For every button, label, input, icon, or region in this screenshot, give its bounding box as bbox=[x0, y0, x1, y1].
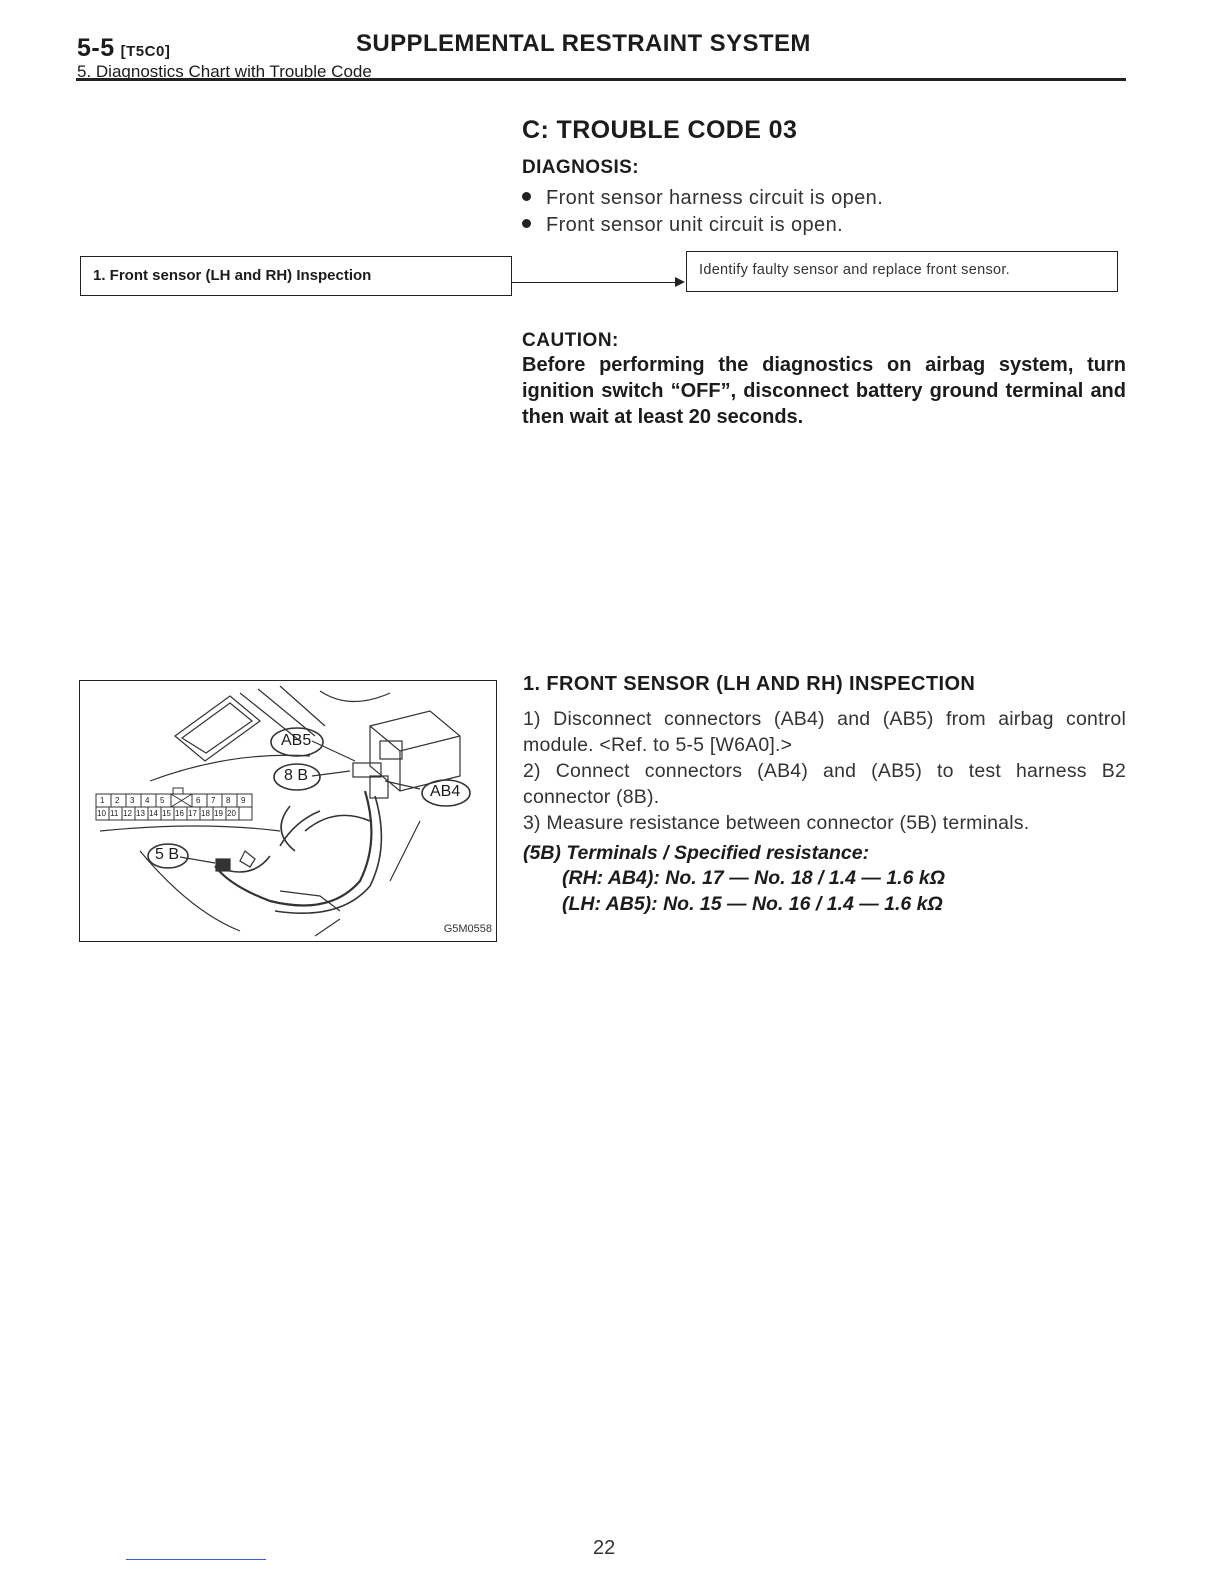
terminal-number: 9 bbox=[241, 796, 246, 805]
terminal-number: 7 bbox=[211, 796, 216, 805]
diagnosis-item-text: Front sensor harness circuit is open. bbox=[546, 187, 884, 209]
terminal-number: 20 bbox=[227, 809, 236, 818]
flowchart-step-label: 1. Front sensor (LH and RH) Inspection bbox=[93, 267, 372, 284]
connector-figure bbox=[79, 680, 497, 942]
bullet-icon bbox=[522, 192, 531, 201]
terminal-number: 1 bbox=[100, 796, 105, 805]
terminal-number: 19 bbox=[214, 809, 223, 818]
callout-label: AB4 bbox=[430, 783, 461, 800]
diagnosis-heading: DIAGNOSIS: bbox=[522, 157, 639, 178]
flowchart-result-label: Identify faulty sensor and replace front sensor. bbox=[699, 262, 1011, 278]
spec-line: (LH: AB5): No. 15 — No. 16 / 1.4 — 1.6 kΩ bbox=[562, 893, 943, 915]
trouble-code-title: C: TROUBLE CODE 03 bbox=[522, 116, 798, 144]
flowchart-connector bbox=[512, 282, 682, 283]
callout-label: 8 B bbox=[284, 767, 309, 784]
terminal-number: 6 bbox=[196, 796, 201, 805]
footer-link-underline bbox=[126, 1559, 266, 1560]
section-code: [T5C0] bbox=[120, 43, 171, 60]
bullet-icon bbox=[522, 219, 531, 228]
terminal-number: 10 bbox=[97, 809, 106, 818]
terminal-number: 14 bbox=[149, 809, 158, 818]
terminal-number: 15 bbox=[162, 809, 171, 818]
terminal-number: 12 bbox=[123, 809, 132, 818]
caution-heading: CAUTION: bbox=[522, 330, 619, 351]
arrow-right-icon bbox=[675, 277, 685, 287]
terminal-number: 13 bbox=[136, 809, 145, 818]
terminal-number: 2 bbox=[115, 796, 120, 805]
diagnosis-item bbox=[522, 187, 883, 210]
section-number bbox=[77, 34, 170, 63]
figure-id: G5M0558 bbox=[443, 923, 492, 935]
spec-heading: (5B) Terminals / Specified resistance: bbox=[523, 842, 870, 864]
inspection-step: 1) Disconnect connectors (AB4) and (AB5) from airbag control module. <Ref. to 5-5 [W6A0].> bbox=[523, 708, 1126, 756]
page-title: SUPPLEMENTAL RESTRAINT SYSTEM bbox=[356, 30, 811, 57]
caution-text: Before performing the diagnostics on airbag system, turn ignition switch “OFF”, disconnect battery ground terminal and then wait at least 20 seconds. bbox=[522, 354, 1126, 428]
terminal-number: 4 bbox=[145, 796, 150, 805]
terminal-number: 18 bbox=[201, 809, 210, 818]
diagnosis-item bbox=[522, 214, 843, 237]
terminal-number: 17 bbox=[188, 809, 197, 818]
terminal-number: 11 bbox=[110, 809, 119, 818]
terminal-number: 8 bbox=[226, 796, 231, 805]
inspection-title: 1. FRONT SENSOR (LH AND RH) INSPECTION bbox=[523, 673, 976, 695]
flowchart-step-box bbox=[80, 256, 512, 296]
terminal-number: 5 bbox=[160, 796, 165, 805]
terminal-number: 3 bbox=[130, 796, 135, 805]
flowchart-result-box bbox=[686, 251, 1118, 292]
diagnosis-item-text: Front sensor unit circuit is open. bbox=[546, 214, 844, 236]
callout-label: AB5 bbox=[281, 732, 312, 749]
callout-label: 5 B bbox=[155, 846, 180, 863]
page-number: 22 bbox=[593, 1537, 616, 1559]
inspection-step: 3) Measure resistance between connector (5B) terminals. bbox=[523, 812, 1030, 834]
spec-line: (RH: AB4): No. 17 — No. 18 / 1.4 — 1.6 kΩ bbox=[562, 867, 945, 889]
inspection-step: 2) Connect connectors (AB4) and (AB5) to test harness B2 connector (8B). bbox=[523, 760, 1126, 808]
terminal-number: 16 bbox=[175, 809, 184, 818]
header-rule bbox=[76, 78, 1126, 81]
section-number-text: 5-5 bbox=[77, 34, 115, 62]
page-subtitle: 5. Diagnostics Chart with Trouble Code bbox=[77, 62, 372, 81]
